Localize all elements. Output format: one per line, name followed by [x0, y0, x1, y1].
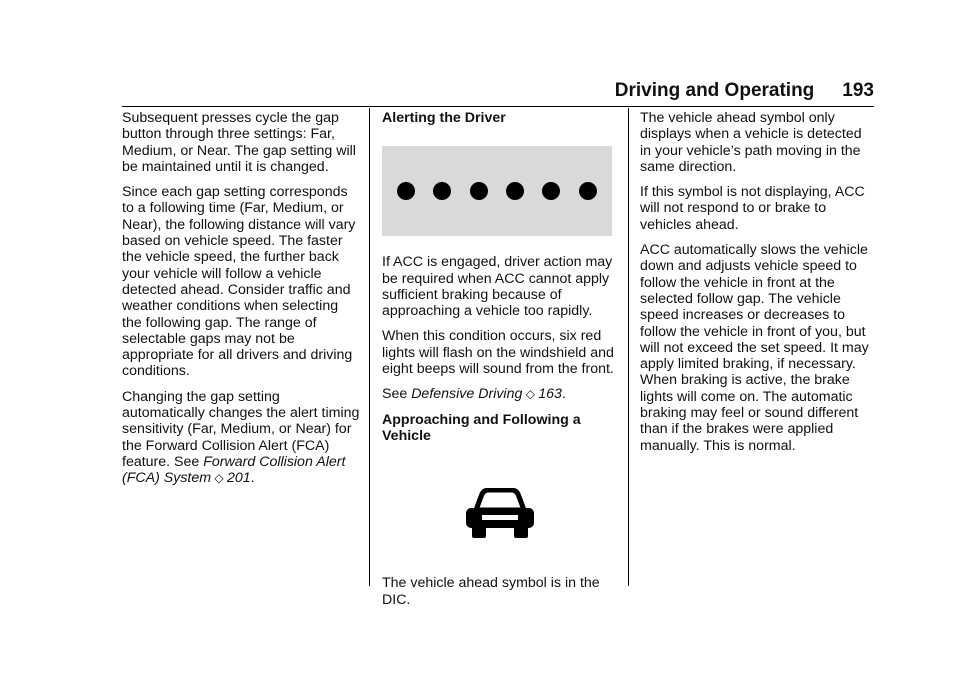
alert-light-icon	[579, 182, 597, 200]
page-reference-icon: ◇	[522, 387, 539, 402]
defensive-driving-page-ref[interactable]: 163	[538, 386, 562, 403]
section-title: Driving and Operating	[614, 80, 815, 101]
column-1	[122, 110, 360, 496]
fca-reference-link[interactable]: Forward Collision Alert (FCA) System	[122, 453, 346, 487]
period: .	[250, 470, 255, 487]
heading-approaching-following: Approaching and Following a Vehicle	[382, 411, 581, 444]
paragraph: The vehicle ahead symbol only displays when a vehicle is detected in your vehicle’s path moving in the same direction.	[640, 110, 862, 175]
alert-light-icon	[506, 182, 524, 200]
paragraph: ACC automatically slows the vehicle down and adjusts vehicle speed to follow the vehicle in front at the selected follow gap. The vehicle speed increases or decreases to follow the vehicle in front of you, but will not exceed the set speed. It may apply limited braking, if necessary. When braking is active, the brake lights will come on. The automatic braking may feel or sound different than if the brakes were applied manually. This is normal.	[640, 242, 869, 454]
column-divider	[369, 108, 370, 586]
heading-alerting-driver: Alerting the Driver	[382, 110, 506, 126]
see-text: See	[382, 386, 412, 403]
alert-light-icon	[542, 182, 560, 200]
column-3	[640, 110, 876, 463]
page-number: 193	[842, 80, 874, 101]
paragraph: If this symbol is not displaying, ACC will not respond to or brake to vehicles ahead.	[640, 184, 865, 233]
fca-page-ref[interactable]: 201	[226, 470, 251, 487]
column-divider	[628, 108, 629, 586]
column-2	[382, 110, 618, 617]
paragraph: When this condition occurs, six red lights will flash on the windshield and eight beeps will sound from the front.	[382, 328, 614, 378]
page-header	[615, 80, 874, 102]
alert-lights-illustration	[382, 146, 612, 236]
alert-light-icon	[433, 182, 451, 200]
paragraph	[382, 386, 618, 402]
alert-light-icon	[470, 182, 488, 200]
paragraph: Subsequent presses cycle the gap button through three settings: Far, Medium, or Near. The gap setting will be maintained until it is changed.	[122, 110, 356, 175]
paragraph	[122, 389, 360, 487]
header-rule	[122, 106, 874, 107]
paragraph-text: Changing the gap setting automatically changes the alert timing sensitivity (Far, Medium, or Near) for the Forward Collision Alert (FCA) feature. See	[122, 388, 360, 470]
paragraph: The vehicle ahead symbol is in the DIC.	[382, 575, 600, 608]
vehicle-ahead-figure	[382, 453, 618, 575]
period: .	[561, 386, 566, 403]
paragraph: If ACC is engaged, driver action may be required when ACC cannot apply sufficient braking because of approaching a vehicle too rapidly.	[382, 254, 613, 320]
paragraph: Since each gap setting corresponds to a following time (Far, Medium, or Near), the following distance will vary based on vehicle speed. The faster the vehicle speed, the further back your vehicle will follow a vehicle detected ahead. Consider traffic and weather conditions when selecting the following gap. The range of selectable gaps may not be appropriate for all drivers and driving conditions.	[122, 184, 356, 380]
page-reference-icon: ◇	[211, 471, 227, 486]
defensive-driving-link[interactable]: Defensive Driving	[411, 386, 523, 403]
alert-light-icon	[397, 182, 415, 200]
vehicle-ahead-icon	[462, 488, 538, 540]
